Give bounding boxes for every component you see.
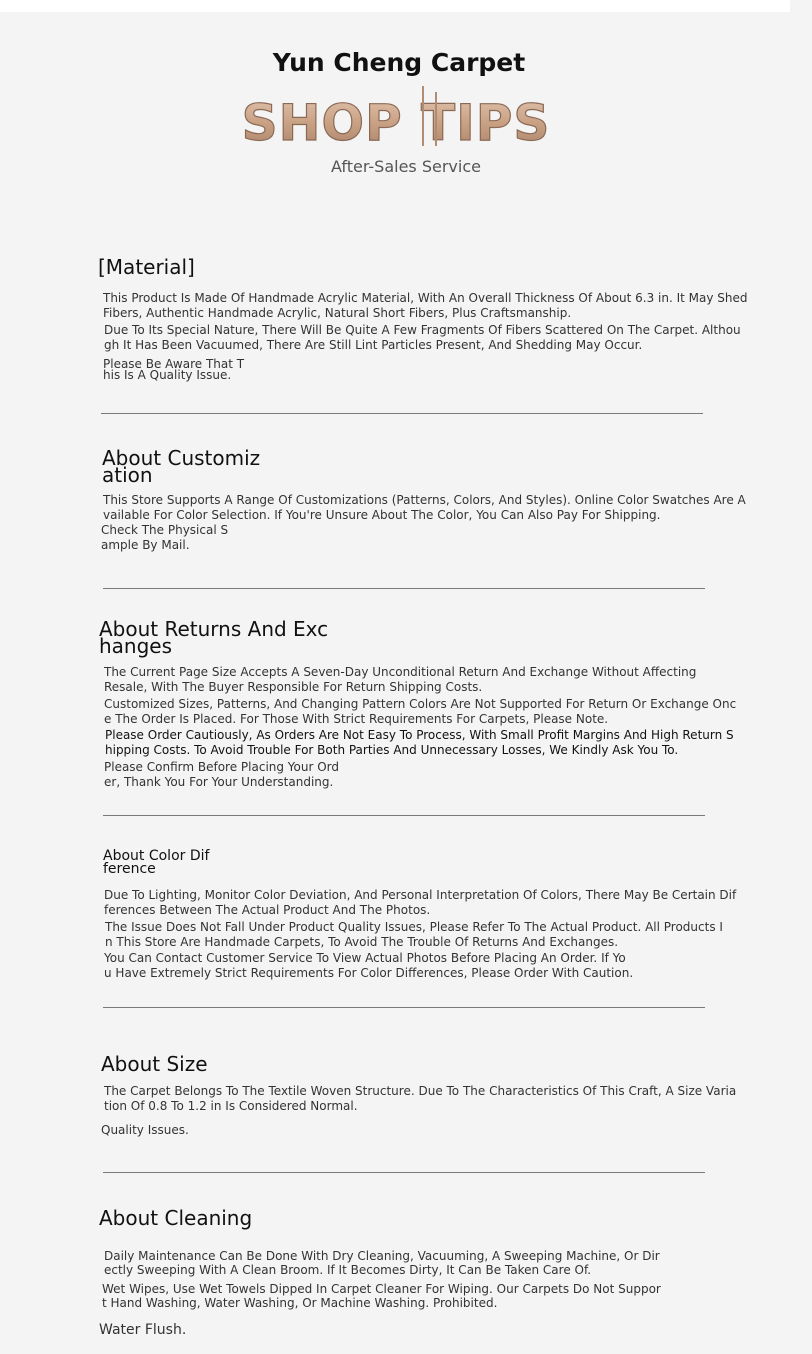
divider xyxy=(101,413,703,414)
color-difference-paragraph: You Can Contact Customer Service To View Actual Photos Before Placing An Order. If Yo u Have Extremely Strict Requirements For Color Differences, Please Order With Caution. xyxy=(104,951,634,980)
logo-text: SHOP TIPS xyxy=(241,94,551,152)
material-paragraph: Please Be Aware That T his Is A Quality Issue. xyxy=(103,357,245,382)
section-title-material: [Material] xyxy=(98,255,195,279)
divider xyxy=(103,1007,705,1008)
shop-tips-logo xyxy=(241,80,551,154)
top-bar xyxy=(0,0,790,12)
page-subtitle: After-Sales Service xyxy=(331,157,481,176)
returns-paragraph: The Current Page Size Accepts A Seven-Day Unconditional Return And Exchange Without Affecting Resale, With The Buyer Responsible For Return Shipping Costs. xyxy=(104,665,697,694)
size-paragraph: The Carpet Belongs To The Textile Woven Structure. Due To The Characteristics Of This Craft, A Size Varia tion Of 0.8 To 1.2 in Is Considered Normal. xyxy=(104,1084,737,1113)
color-difference-paragraph: The Issue Does Not Fall Under Product Quality Issues, Please Refer To The Actual Product. All Products I n This Store Are Handmade Carpets, To Avoid The Trouble Of Returns And Exchanges. xyxy=(105,920,723,949)
size-paragraph: Quality Issues. xyxy=(101,1123,189,1137)
divider xyxy=(103,815,705,816)
cleaning-paragraph: Daily Maintenance Can Be Done With Dry Cleaning, Vacuuming, A Sweeping Machine, Or Dir ectly Sweeping With A Clean Broom. If It Becomes Dirty, It Can Be Taken Care Of. xyxy=(104,1249,660,1277)
section-title-cleaning: About Cleaning xyxy=(99,1206,253,1230)
returns-paragraph: Customized Sizes, Patterns, And Changing Pattern Colors Are Not Supported For Return Or Exchange Onc e The Order Is Placed. For Those With Strict Requirements For Carpets, Please Note. xyxy=(104,697,737,726)
customization-paragraph: Check The Physical S ample By Mail. xyxy=(101,523,229,552)
section-title-returns: About Returns And Exc hanges xyxy=(99,617,329,658)
section-title-size: About Size xyxy=(101,1052,208,1076)
cleaning-paragraph: Wet Wipes, Use Wet Towels Dipped In Carpet Cleaner For Wiping. Our Carpets Do Not Suppor t Hand Washing, Water Washing, Or Machine Washing. Prohibited. xyxy=(102,1282,661,1310)
material-paragraph: This Product Is Made Of Handmade Acrylic Material, With An Overall Thickness Of About 6.3 in. It May Shed Fibers, Authentic Handmade Acrylic, Natural Short Fibers, Plus Craftsmanship. xyxy=(103,291,748,320)
store-name: Yun Cheng Carpet xyxy=(272,48,526,77)
returns-paragraph: Please Order Cautiously, As Orders Are Not Easy To Process, With Small Profit Margins And High Return S hipping Costs. To Avoid Trouble For Both Parties And Unnecessary Losses, We Kindly Ask You To. xyxy=(105,728,734,757)
section-title-customization: About Customiz ation xyxy=(102,446,261,487)
divider xyxy=(103,1172,705,1173)
returns-paragraph: Please Confirm Before Placing Your Ord er, Thank You For Your Understanding. xyxy=(104,760,340,789)
cleaning-paragraph: Water Flush. xyxy=(99,1322,187,1338)
section-title-color-difference: About Color Dif ference xyxy=(103,848,210,877)
material-paragraph: Due To Its Special Nature, There Will Be Quite A Few Fragments Of Fibers Scattered On The Carpet. Althou gh It Has Been Vacuumed, There Are Still Lint Particles Present, And Shedding May Occur. xyxy=(104,323,741,352)
divider xyxy=(103,588,705,589)
color-difference-paragraph: Due To Lighting, Monitor Color Deviation, And Personal Interpretation Of Colors, There May Be Certain Dif ferences Between The Actual Product And The Photos. xyxy=(104,888,737,917)
customization-paragraph: This Store Supports A Range Of Customizations (Patterns, Colors, And Styles). Online Color Swatches Are A vailable For Color Selection. If You're Unsure About The Color, You Can Also Pay For Shipping. xyxy=(103,493,746,522)
